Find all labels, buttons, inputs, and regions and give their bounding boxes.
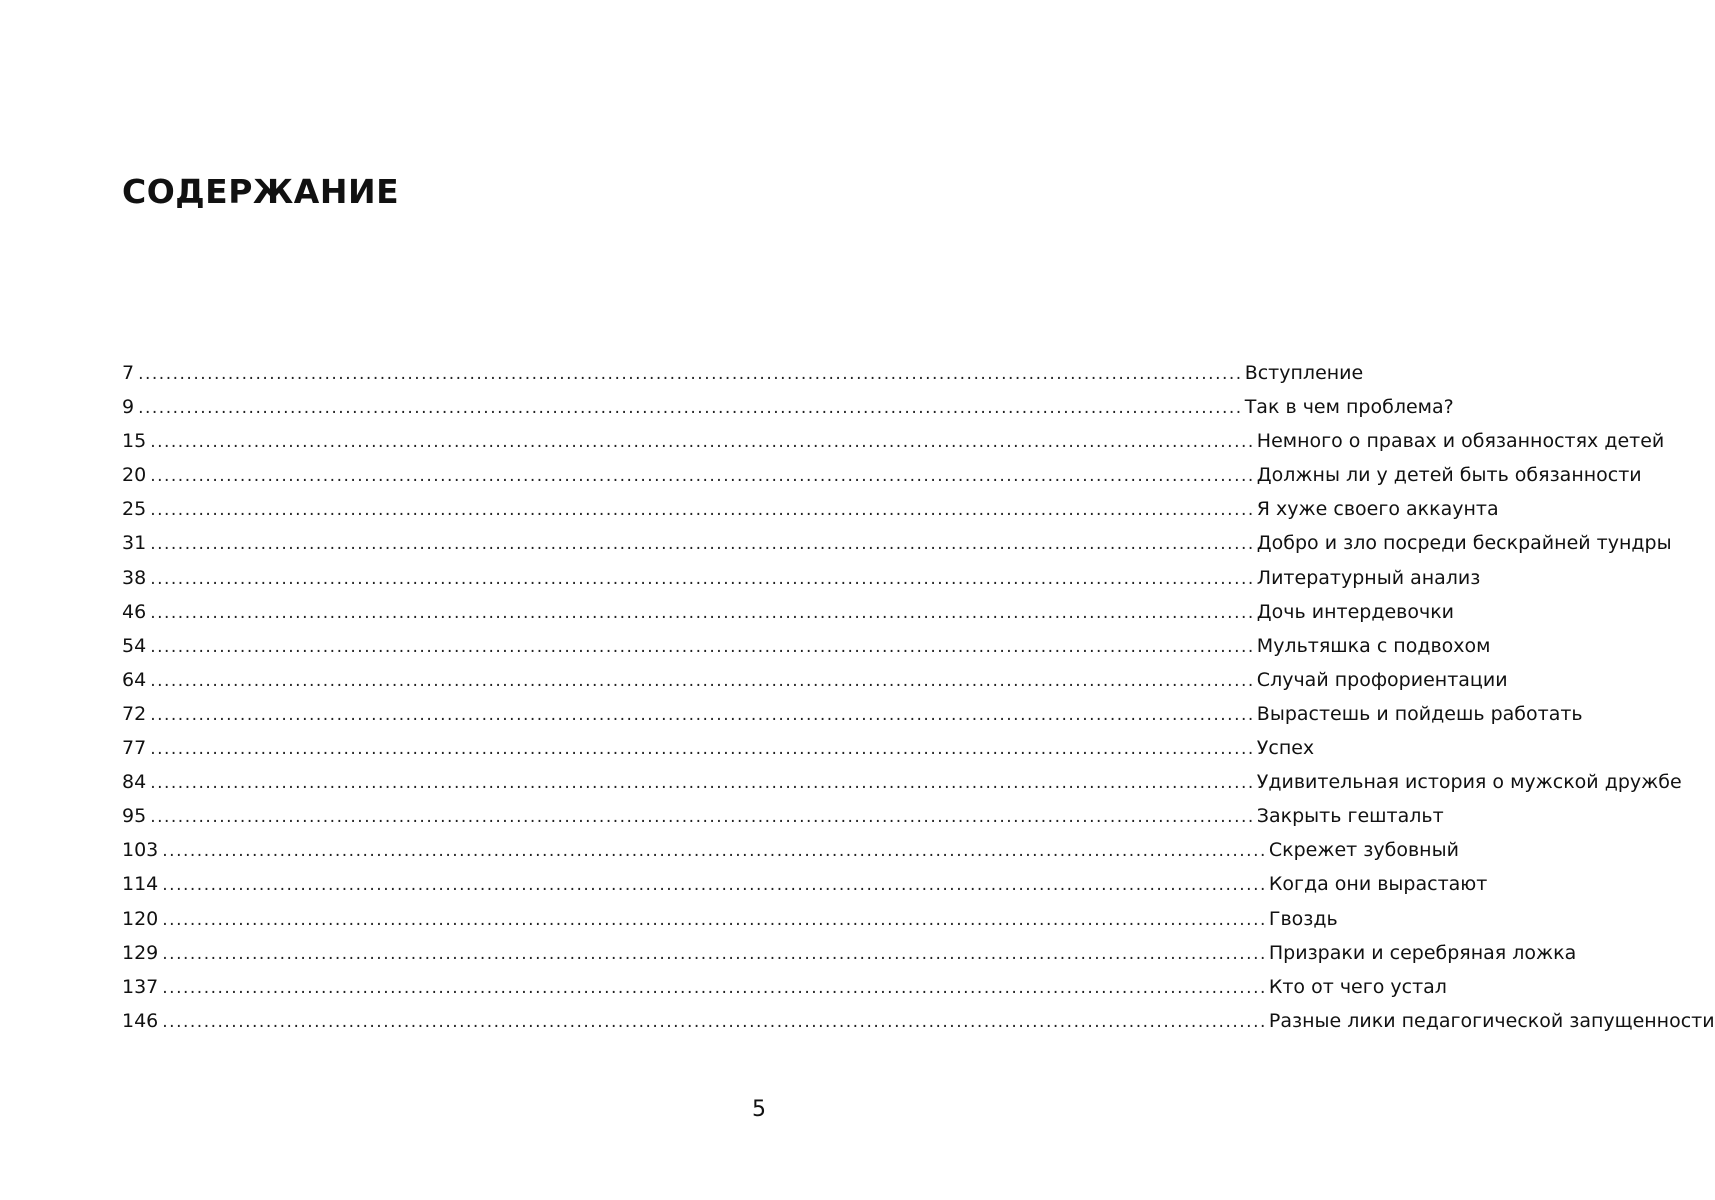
toc-entry xyxy=(122,833,1459,867)
toc-chapter-title: Закрыть гештальт xyxy=(1256,805,1444,828)
dot-leader: ................................................................................................................................................................ xyxy=(150,807,1255,828)
toc-page-number: 146 xyxy=(122,1009,159,1032)
toc-page-number: 20 xyxy=(122,464,147,487)
toc-entry xyxy=(122,1004,1715,1038)
dot-leader: ................................................................................................................................................................ xyxy=(162,943,1267,964)
toc-chapter-title: Удивительная история о мужской дружбе xyxy=(1256,771,1682,794)
toc-entry xyxy=(122,731,1315,765)
dot-leader: ................................................................................................................................................................ xyxy=(162,909,1267,930)
toc-chapter-title: Гвоздь xyxy=(1268,907,1338,930)
toc-entry xyxy=(122,356,1364,390)
toc-page-number: 25 xyxy=(122,498,147,521)
dot-leader: ................................................................................................................................................................ xyxy=(150,739,1255,760)
toc-entry xyxy=(122,390,1454,424)
dot-leader: ................................................................................................................................................................ xyxy=(162,1011,1267,1032)
toc-chapter-title: Разные лики педагогической запущенности xyxy=(1268,1009,1715,1032)
dot-leader: ................................................................................................................................................................ xyxy=(162,841,1267,862)
toc-entry xyxy=(122,799,1444,833)
toc-chapter-title: Литературный анализ xyxy=(1256,566,1481,589)
toc-chapter-title: Дочь интердевочки xyxy=(1256,600,1455,623)
dot-leader: ................................................................................................................................................................ xyxy=(162,875,1267,896)
toc-chapter-title: Вырастешь и пойдешь работать xyxy=(1256,702,1583,725)
toc-page-number: 38 xyxy=(122,566,147,589)
toc-page-number: 64 xyxy=(122,668,147,691)
toc-chapter-title: Должны ли у детей быть обязанности xyxy=(1256,464,1642,487)
toc-page-number: 54 xyxy=(122,634,147,657)
toc-entry xyxy=(122,526,1672,560)
toc-entry xyxy=(122,458,1642,492)
dot-leader: ................................................................................................................................................................ xyxy=(150,432,1255,453)
toc-page-number: 9 xyxy=(122,396,135,419)
toc-page-number: 7 xyxy=(122,362,135,384)
toc-chapter-title: Мультяшка с подвохом xyxy=(1256,634,1491,657)
dot-leader: ................................................................................................................................................................ xyxy=(150,568,1255,589)
toc-entry xyxy=(122,936,1577,970)
toc-page-number: 84 xyxy=(122,771,147,794)
toc-chapter-title: Так в чем проблема? xyxy=(1244,396,1454,419)
dot-leader: ................................................................................................................................................................ xyxy=(138,364,1243,384)
table-of-contents xyxy=(122,356,1715,1038)
dot-leader: ................................................................................................................................................................ xyxy=(150,636,1255,657)
toc-chapter-title: Вступление xyxy=(1244,362,1364,384)
toc-page-number: 72 xyxy=(122,702,147,725)
toc-chapter-title: Я хуже своего аккаунта xyxy=(1256,498,1499,521)
toc-entry xyxy=(122,595,1455,629)
toc-chapter-title: Призраки и серебряная ложка xyxy=(1268,941,1577,964)
toc-page-number: 120 xyxy=(122,907,159,930)
dot-leader: ................................................................................................................................................................ xyxy=(162,977,1267,998)
toc-entry xyxy=(122,492,1499,526)
toc-chapter-title: Когда они вырастают xyxy=(1268,873,1488,896)
toc-page-number: 114 xyxy=(122,873,159,896)
toc-entry xyxy=(122,629,1491,663)
dot-leader: ................................................................................................................................................................ xyxy=(150,534,1255,555)
dot-leader: ................................................................................................................................................................ xyxy=(150,670,1255,691)
toc-page-number: 77 xyxy=(122,737,147,760)
toc-chapter-title: Кто от чего устал xyxy=(1268,975,1447,998)
toc-entry xyxy=(122,867,1488,901)
toc-page-number: 31 xyxy=(122,532,147,555)
toc-chapter-title: Скрежет зубовный xyxy=(1268,839,1459,862)
toc-page-number: 46 xyxy=(122,600,147,623)
toc-entry xyxy=(122,697,1583,731)
dot-leader: ................................................................................................................................................................ xyxy=(150,466,1255,487)
toc-page-number: 103 xyxy=(122,839,159,862)
dot-leader: ................................................................................................................................................................ xyxy=(150,500,1255,521)
toc-entry xyxy=(122,970,1447,1004)
page-number: 5 xyxy=(752,1097,766,1122)
toc-page-number: 95 xyxy=(122,805,147,828)
toc-page-number: 15 xyxy=(122,430,147,453)
dot-leader: ................................................................................................................................................................ xyxy=(150,704,1255,725)
toc-chapter-title: Добро и зло посреди бескрайней тундры xyxy=(1256,532,1672,555)
dot-leader: ................................................................................................................................................................ xyxy=(150,602,1255,623)
toc-chapter-title: Случай профориентации xyxy=(1256,668,1508,691)
toc-chapter-title: Немного о правах и обязанностях детей xyxy=(1256,430,1665,453)
dot-leader: ................................................................................................................................................................ xyxy=(138,398,1243,419)
toc-entry xyxy=(122,663,1508,697)
toc-entry xyxy=(122,561,1481,595)
toc-entry xyxy=(122,902,1338,936)
toc-chapter-title: Успех xyxy=(1256,737,1315,760)
toc-page-number: 137 xyxy=(122,975,159,998)
toc-entry xyxy=(122,765,1682,799)
toc-entry xyxy=(122,424,1665,458)
page-title: СОДЕРЖАНИЕ xyxy=(122,172,400,211)
toc-page-number: 129 xyxy=(122,941,159,964)
dot-leader: ................................................................................................................................................................ xyxy=(150,773,1255,794)
